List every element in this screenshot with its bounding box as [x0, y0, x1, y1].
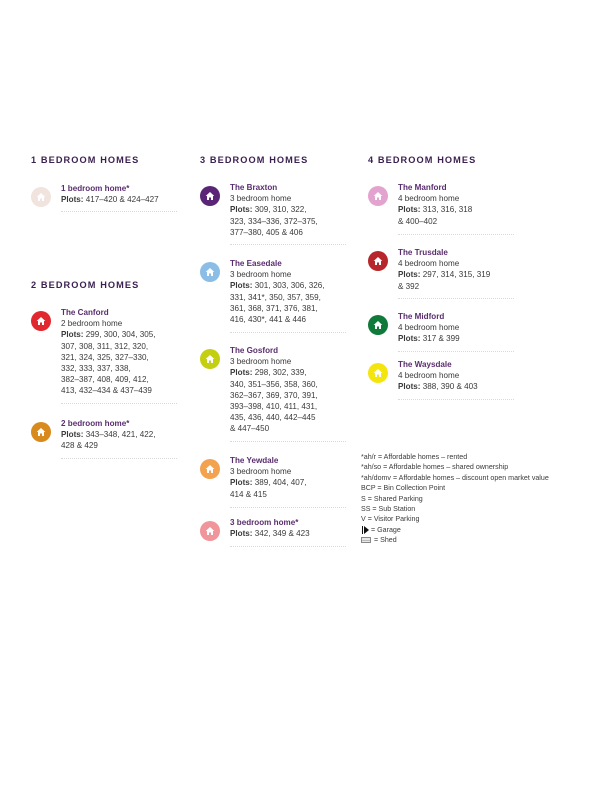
house-icon	[200, 521, 220, 541]
garage-icon	[364, 526, 369, 534]
house-icon	[200, 349, 220, 369]
divider	[398, 351, 514, 352]
divider	[230, 332, 346, 333]
plots-value: 416, 430*, 441 & 446	[230, 315, 307, 325]
plots-label: Plots:	[398, 205, 421, 215]
plots-value: 309, 310, 322,	[254, 205, 307, 215]
home-type: 3 bedroom home	[230, 270, 292, 280]
plots-value: 331, 341*, 350, 357, 359,	[230, 292, 321, 302]
plots-value: 428 & 429	[61, 441, 98, 451]
section-title-2-bedroom: 2 BEDROOM HOMES	[31, 280, 140, 290]
house-icon	[31, 422, 51, 442]
legend-item: S = Shared Parking	[361, 494, 423, 503]
legend	[361, 452, 549, 546]
home-name: The Yewdale	[230, 456, 279, 465]
divider	[398, 234, 514, 235]
plots-label: Plots:	[398, 382, 421, 392]
legend-item: BCP = Bin Collection Point	[361, 484, 446, 493]
legend-item: *ah/so = Affordable homes – shared ownership	[361, 463, 509, 472]
divider	[398, 399, 514, 400]
plots-value: 297, 314, 315, 319	[422, 270, 491, 280]
home-name: The Braxton	[230, 183, 278, 192]
plots-label: Plots:	[230, 478, 253, 488]
plots-value: & 392	[398, 281, 420, 291]
plots-value: 417–420 & 424–427	[85, 195, 159, 205]
plots-value: 298, 302, 339,	[254, 368, 307, 378]
plots-value: 377–380, 405 & 406	[230, 227, 303, 237]
legend-item: *ah/r = Affordable homes – rented	[361, 453, 468, 461]
divider	[230, 507, 346, 508]
legend-item-shed	[361, 535, 549, 545]
plots-value: 323, 334–336, 372–375,	[230, 216, 318, 226]
house-icon	[368, 315, 388, 335]
plots-value: 343–348, 421, 422,	[85, 430, 156, 440]
plots-value: & 400–402	[398, 216, 438, 226]
plots-label: Plots:	[61, 195, 84, 205]
house-icon	[368, 251, 388, 271]
legend-item: V = Visitor Parking	[361, 515, 420, 524]
legend-label: = Garage	[371, 525, 401, 534]
home-name: The Canford	[61, 308, 109, 317]
home-name: The Midford	[398, 312, 445, 321]
home-type: 3 bedroom home	[230, 194, 292, 204]
plots-value: & 447–450	[230, 424, 270, 434]
house-icon	[200, 459, 220, 479]
plots-value: 299, 300, 304, 305,	[85, 330, 156, 340]
home-type: 2 bedroom home	[61, 319, 123, 329]
divider	[61, 211, 177, 212]
home-type: 4 bedroom home	[398, 259, 460, 269]
home-name: The Waysdale	[398, 360, 452, 369]
plots-value: 301, 303, 306, 326,	[254, 281, 325, 291]
plots-label: Plots:	[61, 330, 84, 340]
home-type: 3 bedroom home	[230, 467, 292, 477]
home-name: The Easedale	[230, 259, 282, 268]
plots-label: Plots:	[230, 368, 253, 378]
section-title-4-bedroom: 4 BEDROOM HOMES	[368, 155, 477, 165]
divider	[61, 403, 177, 404]
plots-value: 435, 436, 440, 442–445	[230, 413, 316, 423]
plots-label: Plots:	[230, 529, 253, 539]
home-type: 3 bedroom home	[230, 357, 292, 367]
divider	[61, 458, 177, 459]
legend-item: SS = Sub Station	[361, 505, 416, 514]
legend-item-garage	[361, 525, 549, 535]
plots-label: Plots:	[61, 430, 84, 440]
plots-value: 393–398, 410, 411, 431,	[230, 402, 318, 412]
home-name: 1 bedroom home*	[61, 184, 130, 193]
legend-label: = Shed	[374, 536, 397, 545]
home-type: 4 bedroom home	[398, 323, 460, 333]
home-name: The Manford	[398, 183, 447, 192]
plots-label: Plots:	[230, 281, 253, 291]
divider	[230, 546, 346, 547]
plots-value: 361, 368, 371, 376, 381,	[230, 303, 318, 313]
plots-value: 313, 316, 318	[422, 205, 473, 215]
plots-value: 321, 324, 325, 327–330,	[61, 352, 149, 362]
plots-value: 413, 432–434 & 437–439	[61, 386, 152, 396]
home-name: The Gosford	[230, 346, 279, 355]
garage-bar-icon	[362, 526, 363, 534]
plots-label: Plots:	[398, 270, 421, 280]
home-name: 2 bedroom home*	[61, 419, 130, 428]
plots-value: 382–387, 408, 409, 412,	[61, 375, 149, 385]
house-icon	[31, 187, 51, 207]
plots-value: 414 & 415	[230, 489, 267, 499]
house-icon	[31, 311, 51, 331]
plots-label: Plots:	[230, 205, 253, 215]
home-type: 4 bedroom home	[398, 194, 460, 204]
plots-value: 317 & 399	[422, 334, 460, 344]
plots-value: 307, 308, 311, 312, 320,	[61, 341, 149, 351]
legend-item: *ah/domv = Affordable homes – discount open market value	[361, 473, 549, 482]
house-icon	[368, 363, 388, 383]
home-name: The Trusdale	[398, 248, 448, 257]
home-type: 4 bedroom home	[398, 371, 460, 381]
plots-value: 388, 390 & 403	[422, 382, 478, 392]
house-icon	[200, 262, 220, 282]
plots-value: 332, 333, 337, 338,	[61, 364, 131, 374]
house-icon	[368, 186, 388, 206]
divider	[230, 244, 346, 245]
plots-label: Plots:	[398, 334, 421, 344]
plots-value: 342, 349 & 423	[254, 529, 310, 539]
shed-icon	[361, 537, 371, 543]
section-title-3-bedroom: 3 BEDROOM HOMES	[200, 155, 309, 165]
plots-value: 389, 404, 407,	[254, 478, 307, 488]
divider	[230, 441, 346, 442]
plots-value: 340, 351–356, 358, 360,	[230, 379, 318, 389]
divider	[398, 298, 514, 299]
plots-value: 362–367, 369, 370, 391,	[230, 390, 318, 400]
section-title-1-bedroom: 1 BEDROOM HOMES	[31, 155, 140, 165]
house-icon	[200, 186, 220, 206]
home-name: 3 bedroom home*	[230, 518, 299, 527]
